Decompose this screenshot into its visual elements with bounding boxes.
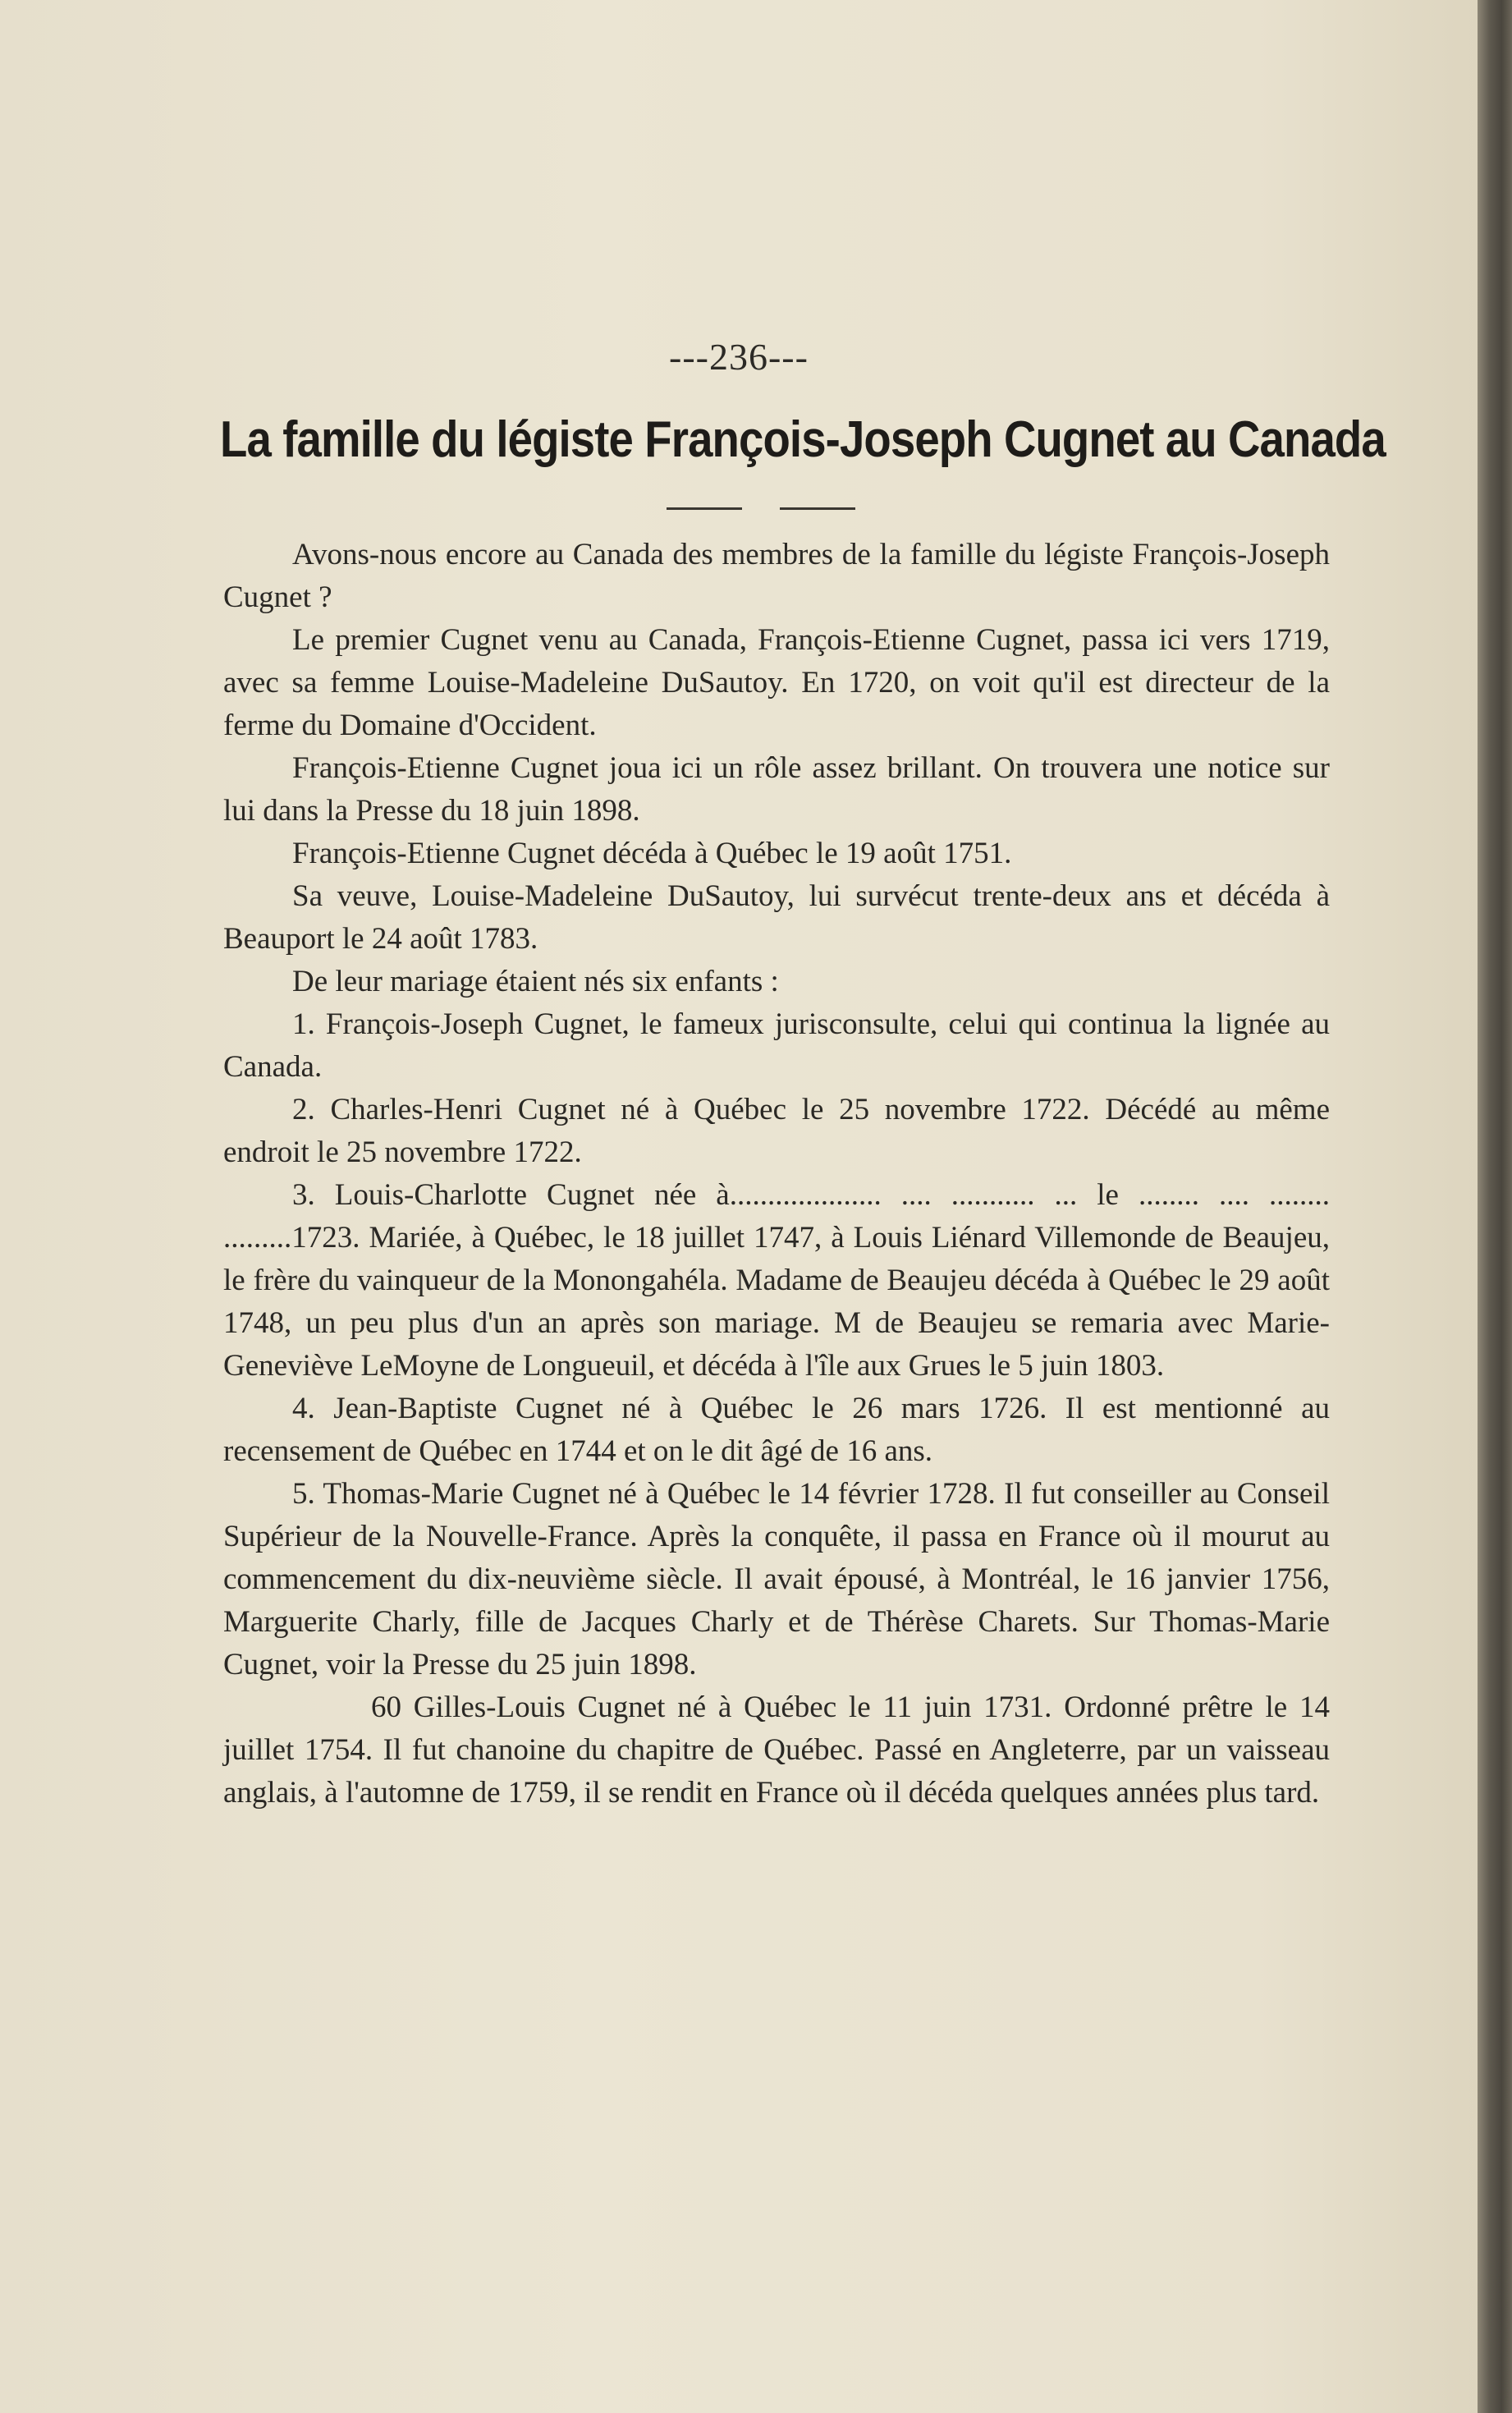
list-item-child-6: 60 Gilles-Louis Cugnet né à Québec le 11 juin 1731. Ordonné prêtre le 14 juillet 1754. Il fut chanoine du chapitre de Québec. Passé en Angleterre, par un vaisseau anglais, à l'automne de 1759, il se rendit en France où il décéda quelques années plus tard.	[223, 1690, 1330, 1810]
title-divider-right	[780, 507, 855, 510]
paragraph-death: François-Etienne Cugnet décéda à Québec le 19 août 1751.	[292, 837, 1012, 870]
page-number: ---236---	[669, 336, 809, 378]
paragraph-intro-question: Avons-nous encore au Canada des membres de la famille du légiste François-Joseph Cugnet ?	[223, 538, 1330, 614]
paragraph-widow: Sa veuve, Louise-Madeleine DuSautoy, lui survécut trente-deux ans et décéda à Beauport le 24 août 1783.	[223, 879, 1330, 956]
list-item-child-1: 1. François-Joseph Cugnet, le fameux jurisconsulte, celui qui continua la lignée au Canada.	[223, 1007, 1330, 1084]
list-item-child-4: 4. Jean-Baptiste Cugnet né à Québec le 26 mars 1726. Il est mentionné au recensement de Québec en 1744 et on le dit âgé de 16 ans.	[223, 1392, 1330, 1468]
list-item-child-3: 3. Louis-Charlotte Cugnet née à.................... .... ........... ... le ........ .... ........ .........1723. Mariée, à Québec, le 18 juillet 1747, à Louis Liénard Villemonde de Beaujeu, le frère du vainqueur de la Monongahéla. Madame de Beaujeu décéda à Québec le 29 août 1748, un peu plus d'un an après son mariage. M de Beaujeu se remaria avec Marie-Geneviève LeMoyne de Longueuil, et décéda à l'île aux Grues le 5 juin 1803.	[223, 1178, 1330, 1383]
list-item-child-5: 5. Thomas-Marie Cugnet né à Québec le 14 février 1728. Il fut conseiller au Conseil Supérieur de la Nouvelle-France. Après la conquête, il passa en France où il mourut au commencement du dix-neuvième siècle. Il avait épousé, à Montréal, le 16 janvier 1756, Marguerite Charly, fille de Jacques Charly et de Thérèse Charets. Sur Thomas-Marie Cugnet, voir la Presse du 25 juin 1898.	[223, 1477, 1330, 1681]
paragraph-children-intro: De leur mariage étaient nés six enfants :	[292, 965, 779, 998]
list-item-child-2: 2. Charles-Henri Cugnet né à Québec le 25 novembre 1722. Décédé au même endroit le 25 novembre 1722.	[223, 1093, 1330, 1169]
page-title: La famille du légiste François-Joseph Cugnet au Canada	[220, 411, 1386, 468]
book-spine-shadow	[1478, 0, 1512, 2413]
title-divider-left	[667, 507, 742, 510]
paragraph-role: François-Etienne Cugnet joua ici un rôle assez brillant. On trouvera une notice sur lui dans la Presse du 18 juin 1898.	[223, 751, 1330, 828]
article-body	[223, 534, 1330, 1814]
paragraph-first-cugnet: Le premier Cugnet venu au Canada, François-Etienne Cugnet, passa ici vers 1719, avec sa femme Louise-Madeleine DuSautoy. En 1720, on voit qu'il est directeur de la ferme du Domaine d'Occident.	[223, 623, 1330, 742]
